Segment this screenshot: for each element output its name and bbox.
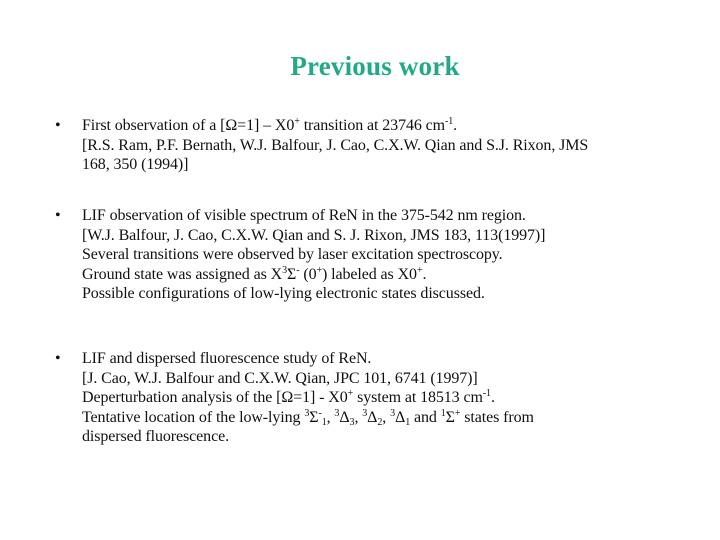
list-item [82,116,702,175]
text-run: Ground state was assigned as X [82,265,283,283]
text-run: , [326,408,335,426]
superscript: 3 [304,407,310,419]
text-run: [J. Cao, W.J. Balfour and C.X.W. Qian, JPC 101, 6741 (1997)] [82,369,478,387]
subscript: 1 [321,416,327,428]
list-item [82,349,702,447]
superscript: 3 [390,407,395,419]
text-run: Possible configurations of low-lying electronic states discussed. [82,285,485,302]
text-run: Σ [309,408,319,426]
text-run: LIF and dispersed fluorescence study of ReN. [82,350,372,367]
text-run: [W.J. Balfour, J. Cao, C.X.W. Qian and S. J. Rixon, JMS 183, 113(1997)] [82,226,546,244]
list-item [82,206,702,304]
text-run: Deperturbation analysis of the [Ω=1] - X0 [82,389,348,406]
text-run: LIF observation of visible spectrum of ReN in the 375-542 nm region. [82,207,526,224]
text-run: dispersed fluorescence. [82,428,229,445]
text-run: (0 [299,265,317,283]
text-run: [R.S. Ram, P.F. Bernath, W.J. Balfour, J. Cao, C.X.W. Qian and S.J. Rixon, JMS [82,136,589,154]
subscript: 1 [405,416,411,428]
subscript: 2 [377,416,383,428]
item-text-line [82,206,702,226]
item-text-line [82,265,702,285]
superscript: 1 [440,407,446,419]
bullet-marker: • [55,207,61,224]
text-run: Σ [286,265,297,283]
item-text-line [82,226,702,246]
slide-title: Previous work [290,51,460,81]
text-run: Tentative location of the low-lying [82,408,305,426]
item-text-line [82,427,702,447]
text-run: Several transitions were observed by laser excitation spectroscopy. [82,246,503,263]
superscript: + [294,116,300,127]
bullet-marker: • [55,350,61,367]
text-run: ) labeled as X0 [322,265,417,283]
superscript: -1 [482,388,491,399]
text-run: . [490,389,495,406]
text-run: Δ [339,408,350,426]
superscript: + [316,264,323,276]
superscript: + [416,264,423,276]
item-text-line [82,369,702,389]
superscript: - [318,407,322,419]
text-run: and [410,408,441,426]
text-run: . [453,117,458,134]
superscript: - [296,264,300,276]
bullet-marker: • [55,117,61,134]
item-text-line [82,116,702,136]
text-run: system at 18513 cm [353,389,483,406]
text-run: Δ [367,408,378,426]
item-text-line [82,136,702,156]
superscript: + [454,407,461,419]
subscript: 3 [349,416,355,428]
text-run: . [422,265,427,283]
item-text-line [82,245,702,265]
text-run: 168, 350 (1994)] [82,156,189,173]
item-text-line [82,349,702,369]
text-run: , [354,408,363,426]
text-run: Σ [445,408,455,426]
superscript: 3 [334,407,340,419]
item-text-line [82,155,702,175]
superscript: -1 [445,116,454,127]
item-text-line [82,284,702,304]
item-text-line [82,388,702,408]
text-run: First observation of a [Ω=1] – X0 [82,117,295,134]
text-run: transition at 23746 cm [299,117,446,134]
text-run: , [382,408,391,426]
superscript: 3 [282,264,287,276]
text-run: Δ [394,408,406,426]
text-run: states from [460,408,534,426]
item-text-line [82,408,702,428]
superscript: + [347,388,354,399]
superscript: 3 [362,407,368,419]
